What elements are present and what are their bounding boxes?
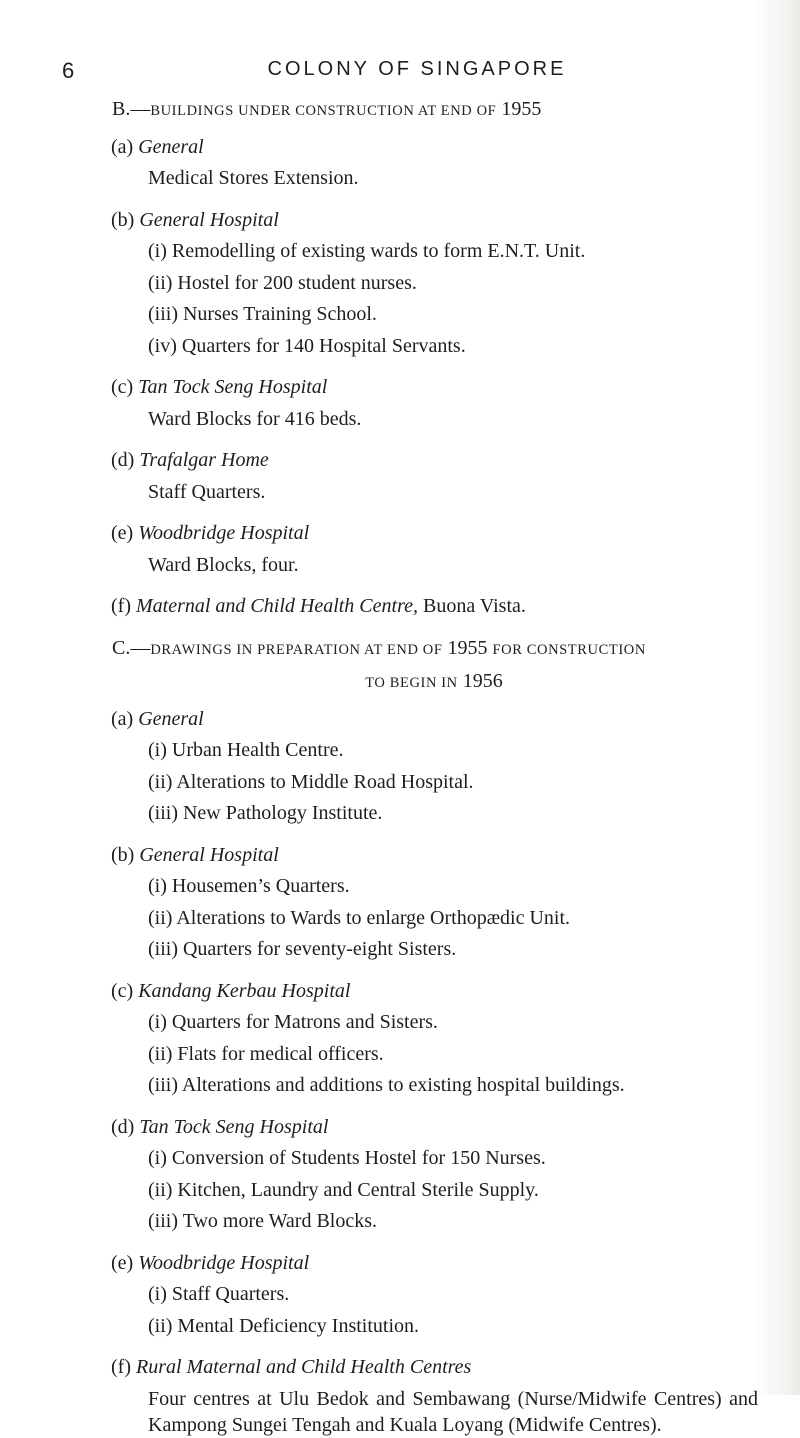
category-label: (b) [111,843,135,866]
list-item: (i) Housemen’s Quarters. [148,875,350,897]
category-name: Trafalgar Home [139,449,269,471]
list-item: (ii) Mental Deficiency Institution. [148,1314,420,1337]
list-item: (i) Staff Quarters. [148,1283,290,1305]
category-label: (c) [111,979,134,1002]
category-name: Maternal and Child Health Centre, [135,595,418,617]
category-title [0,1352,800,1384]
section-c-heading-end: FOR CONSTRUCTION [492,641,646,658]
category-title [0,704,800,736]
section-b-heading [0,94,800,128]
list-item: (iv) Quarters for 140 Hospital Servants. [148,334,466,357]
section-c-category-a [0,704,800,830]
category-label: (b) [111,208,135,231]
list-item: (ii) Flats for medical officers. [148,1042,384,1065]
category-name: Woodbridge Hospital [138,522,310,544]
running-head: COLONY OF SINGAPORE [267,58,567,80]
list-item: (i) Conversion of Students Hostel for 150 Nurses. [148,1147,546,1169]
section-c-category-d [0,1112,800,1238]
list-item: (iii) Alterations and additions to existing hospital buildings. [148,1074,625,1096]
page-number: 6 [62,58,75,83]
list-item: (iii) New Pathology Institute. [148,802,383,824]
category-label: (a) [111,135,134,158]
list-item: (i) Quarters for Matrons and Sisters. [148,1011,438,1033]
category-label: (c) [111,376,134,398]
page-content [0,94,800,1438]
category-title [0,591,800,623]
category-title [0,840,800,872]
category-label: (e) [111,1251,134,1274]
list-item: (i) Urban Health Centre. [148,739,344,761]
section-c-category-e [0,1248,800,1343]
category-title [0,976,800,1008]
section-b-category-e [0,518,800,581]
section-b-category-b [0,205,800,363]
category-title [0,132,800,164]
section-c-category-b [0,840,800,966]
section-c-letter: C.— [112,636,151,659]
section-c-heading-line2-text: TO BEGIN IN [365,675,458,691]
list-item: Ward Blocks for 416 beds. [148,407,362,430]
category-name: General Hospital [139,843,279,866]
list-item: Four centres at Ulu Bedok and Sembawang (Nurse/Midwife Centres) and Kampong Sungei Tengah and Kuala Loyang (Midwife Centres). [148,1387,758,1436]
category-label: (d) [111,449,135,471]
list-item: (iii) Nurses Training School. [148,303,377,325]
category-name: Kandang Kerbau Hospital [138,979,351,1002]
section-c-heading-text: DRAWINGS IN PREPARATION AT END OF [150,641,443,658]
category-suffix: Buona Vista. [423,595,526,617]
section-c-year2: 1956 [462,670,503,692]
section-b-year: 1955 [501,98,542,120]
category-name: Woodbridge Hospital [138,1251,310,1274]
list-item: (ii) Kitchen, Laundry and Central Sterile Supply. [148,1178,539,1201]
category-label: (a) [111,707,134,730]
section-b-letter: B.— [112,98,151,120]
list-item: Staff Quarters. [148,480,266,503]
list-item: (ii) Alterations to Middle Road Hospital. [148,770,474,793]
list-item: (i) Remodelling of existing wards to form E.N.T. Unit. [148,240,586,262]
page-header [0,58,800,88]
category-title [0,445,800,477]
section-b-category-f [0,591,800,623]
section-b-category-d [0,445,800,508]
category-name: Tan Tock Seng Hospital [138,376,328,398]
list-item: (ii) Hostel for 200 student nurses. [148,271,417,294]
section-b-category-c [0,372,800,435]
list-item: Medical Stores Extension. [148,167,359,189]
category-name: Rural Maternal and Child Health Centres [135,1356,472,1378]
category-name: General [138,135,204,158]
section-c-heading [0,633,800,700]
category-name: General Hospital [139,208,279,231]
section-b-heading-text: BUILDINGS UNDER CONSTRUCTION AT END OF [150,103,497,119]
list-item: (iii) Two more Ward Blocks. [148,1210,377,1232]
category-label: (e) [111,522,134,544]
section-b-category-a [0,132,800,195]
list-item: (iii) Quarters for seventy-eight Sisters. [148,938,457,960]
category-label: (f) [111,1356,131,1378]
section-c-category-c [0,976,800,1102]
section-c-heading-line2 [112,666,730,700]
category-label: (d) [111,1115,135,1138]
category-title [0,205,800,237]
category-name: Tan Tock Seng Hospital [139,1115,329,1138]
category-label: (f) [111,595,131,617]
category-title [0,1248,800,1280]
list-item: Ward Blocks, four. [148,553,299,576]
section-c-year1: 1955 [447,636,488,659]
category-name: General [138,707,204,730]
category-title [0,372,800,404]
list-item: (ii) Alterations to Wards to enlarge Orthopædic Unit. [148,906,571,929]
category-title [0,518,800,550]
category-title [0,1112,800,1144]
